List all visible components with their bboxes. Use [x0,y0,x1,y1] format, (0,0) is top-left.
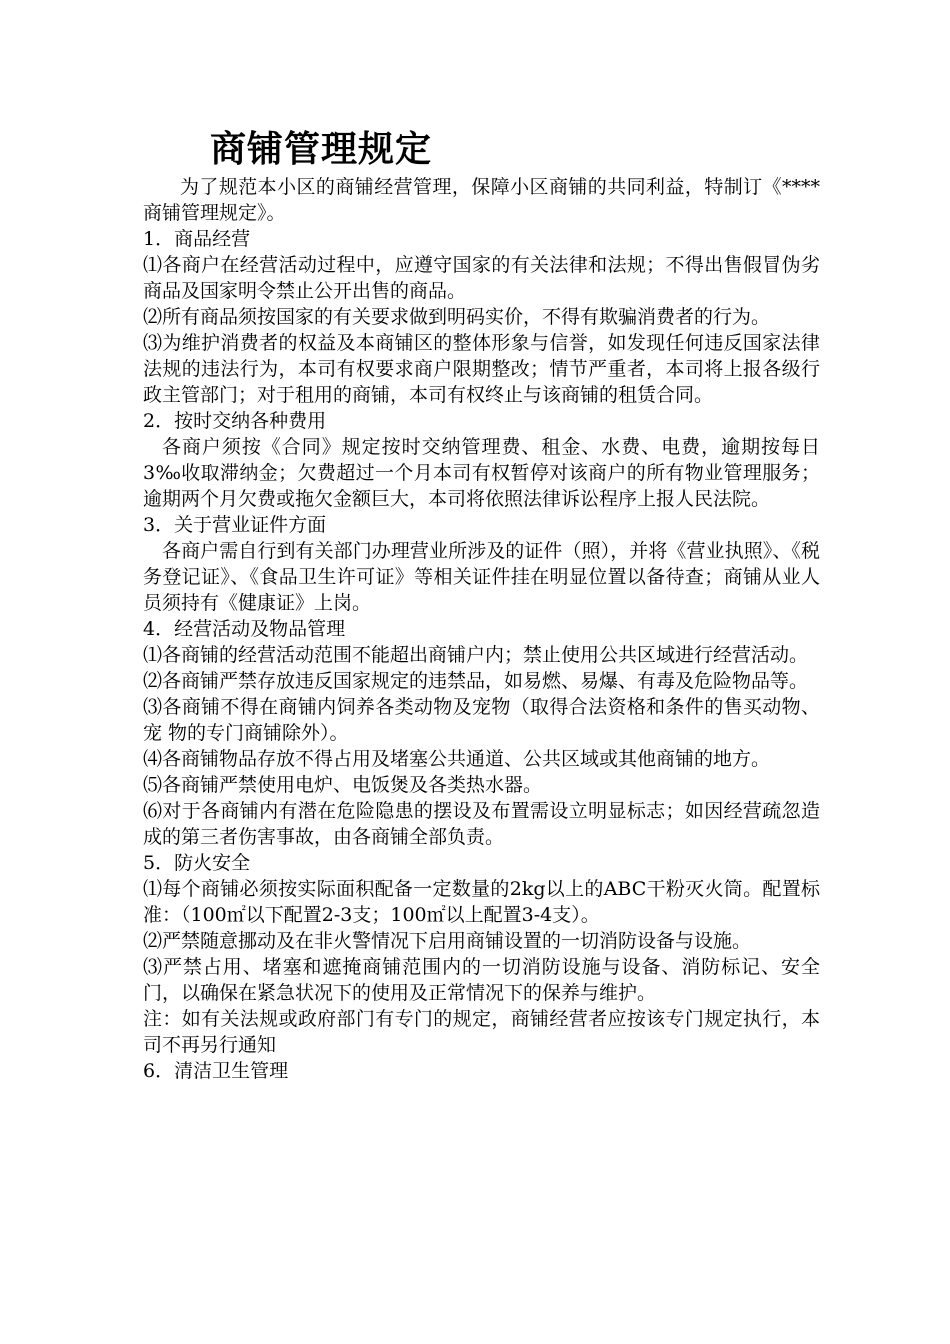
section-3-text: 各商户需自行到有关部门办理营业所涉及的证件（照），并将《营业执照》、《税务登记证》、《食品卫生许可证》等相关证件挂在明显位置以备待查；商铺从业人员须持有《健康证》上岗。 [143,540,820,614]
section-4-item-3: ⑶各商铺不得在商铺内饲养各类动物及宠物（取得合法资格和条件的售买动物、宠 物的专门商铺除外）。 [143,696,820,744]
section-4-item-4: ⑷各商铺物品存放不得占用及堵塞公共通道、公共区域或其他商铺的地方。 [143,748,771,770]
section-1-item-2: ⑵所有商品须按国家的有关要求做到明码实价，不得有欺骗消费者的行为。 [143,306,771,328]
section-1-item-1: ⑴各商户在经营活动过程中，应遵守国家的有关法律和法规；不得出售假冒伪劣商品及国家明令禁止公开出售的商品。 [143,254,820,302]
section-5-item-2: ⑵严禁随意挪动及在非火警情况下启用商铺设置的一切消防设备与设施。 [143,930,752,952]
section-5-heading: 5．防火安全 [143,852,251,874]
section-4-heading: 4．经营活动及物品管理 [143,618,346,640]
section-4-item-2: ⑵各商铺严禁存放违反国家规定的违禁品，如易燃、易爆、有毒及危险物品等。 [143,670,809,692]
section-3-heading: 3．关于营业证件方面 [143,514,327,536]
section-5-item-3: ⑶严禁占用、堵塞和遮掩商铺范围内的一切消防设施与设备、消防标记、安全门，以确保在紧急状况下的使用及正常情况下的保养与维护。 [143,956,820,1004]
section-5-note: 注：如有关法规或政府部门有专门的规定，商铺经营者应按该专门规定执行，本司不再另行通知 [143,1008,820,1056]
section-2-heading: 2．按时交纳各种费用 [143,410,327,432]
section-1-heading: 1．商品经营 [143,228,251,250]
intro-paragraph: 为了规范本小区的商铺经营管理，保障小区商铺的共同利益，特制订《****商铺管理规定》。 [143,176,820,224]
section-6-heading: 6．清洁卫生管理 [143,1060,289,1082]
section-4-item-1: ⑴各商铺的经营活动范围不能超出商铺户内；禁止使用公共区域进行经营活动。 [143,644,809,666]
document-title: 商铺管理规定 [210,128,433,170]
section-1-item-3: ⑶为维护消费者的权益及本商铺区的整体形象与信誉，如发现任何违反国家法律法规的违法行为，本司有权要求商户限期整改；情节严重者，本司将上报各级行政主管部门；对于租用的商铺，本司有权终止与该商铺的租赁合同。 [143,332,820,406]
section-2-text: 各商户须按《合同》规定按时交纳管理费、租金、水费、电费，逾期按每日3‰收取滞纳金；欠费超过一个月本司有权暂停对该商户的所有物业管理服务；逾期两个月欠费或拖欠金额巨大，本司将依照法律诉讼程序上报人民法院。 [143,436,820,510]
section-4-item-5: ⑸各商铺严禁使用电炉、电饭煲及各类热水器。 [143,774,543,796]
document-body [143,174,820,1084]
section-5-item-1: ⑴每个商铺必须按实际面积配备一定数量的2kg以上的ABC干粉灭火筒。配置标准：（100㎡以下配置2-3支；100㎡以上配置3-4支）。 [143,878,820,926]
section-4-item-6: ⑹对于各商铺内有潜在危险隐患的摆设及布置需设立明显标志；如因经营疏忽造成的第三者伤害事故，由各商铺全部负责。 [143,800,820,848]
